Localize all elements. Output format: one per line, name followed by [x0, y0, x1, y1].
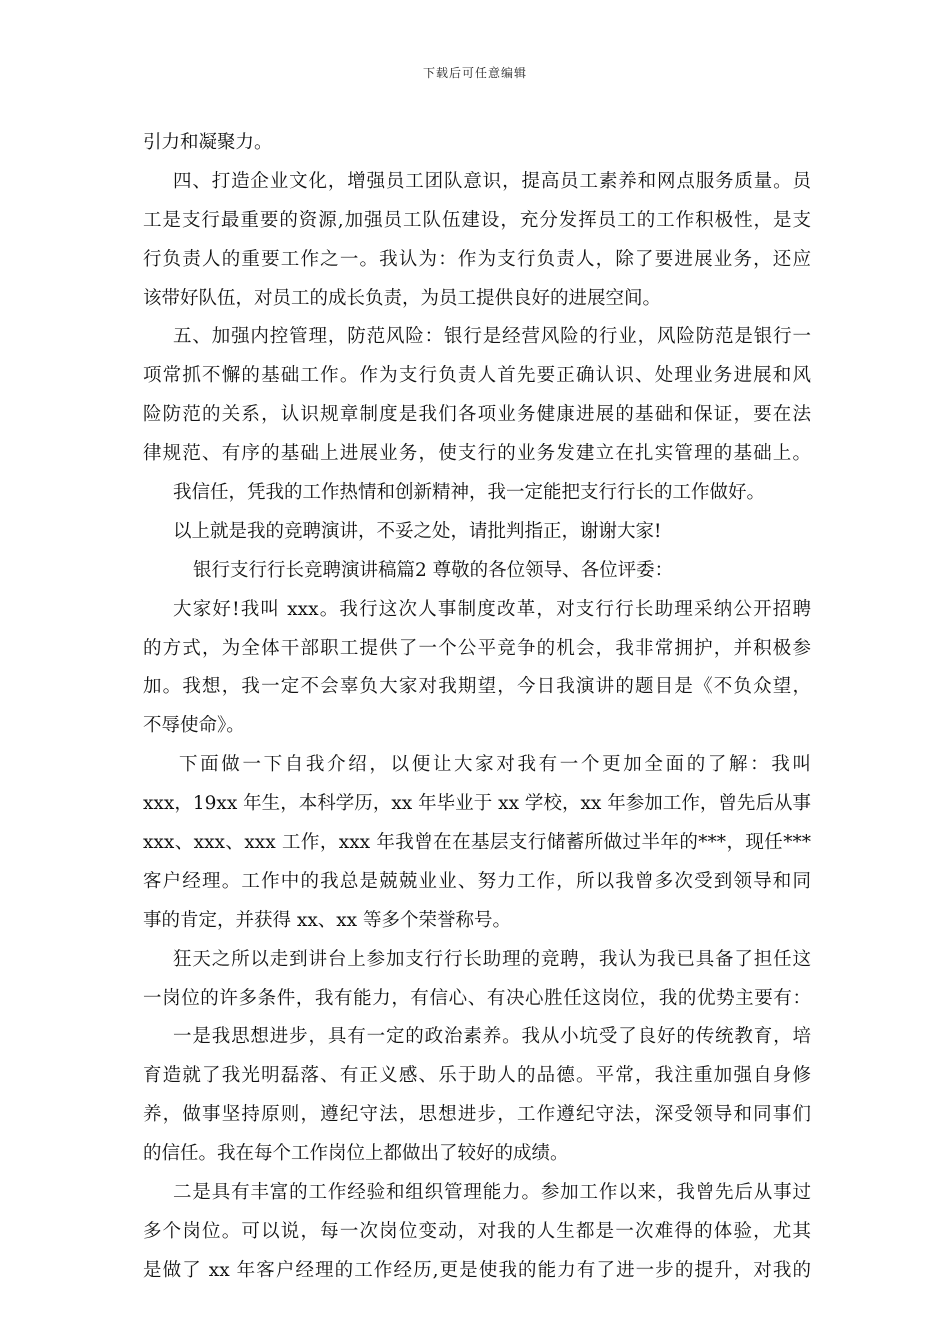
- text-line: 银行支行行长竞聘演讲稿篇2 尊敬的各位领导、各位评委：: [193, 559, 674, 581]
- text-line: 不辱使命》。: [143, 715, 245, 737]
- text-line: 的信任。我在每个工作岗位上都做出了较好的成绩。: [143, 1143, 569, 1165]
- text-line: 险防范的关系，认识规章制度是我们各项业务健康进展的基础和保证，要在法: [143, 404, 811, 426]
- text-line: xxx、xxx、xxx 工作，xxx 年我曾在在基层支行储蓄所做过半年的***，现任***: [143, 832, 811, 854]
- text-line: 加。我想，我一定不会辜负大家对我期望，今日我演讲的题目是《不负众望，: [143, 676, 811, 698]
- text-line: 律规范、有序的基础上进展业务，使支行的业务发建立在扎实管理的基础上。: [143, 443, 811, 465]
- text-line: 行负责人的重要工作之一。我认为：作为支行负责人，除了要进展业务，还应: [143, 248, 811, 270]
- text-line: 工是支行最重要的资源,加强员工队伍建设，充分发挥员工的工作积极性，是支: [143, 209, 811, 231]
- text-line: xxx，19xx 年生，本科学历，xx 年毕业于 xx 学校，xx 年参加工作，曾先后从事: [143, 793, 811, 815]
- text-line: 五、加强内控管理，防范风险：银行是经营风险的行业，风险防范是银行一: [173, 326, 811, 348]
- text-line: 该带好队伍，对员工的成长负责，为员工提供良好的进展空间。: [143, 287, 662, 309]
- text-line: 以上就是我的竞聘演讲，不妥之处，请批判指正，谢谢大家!: [173, 520, 662, 542]
- page-header: 下载后可任意编辑: [422, 66, 527, 80]
- text-line: 育造就了我光明磊落、有正义感、乐于助人的品德。平常，我注重加强自身修: [143, 1065, 811, 1087]
- text-line: 的方式，为全体干部职工提供了一个公平竞争的机会，我非常拥护，并积极参: [143, 637, 811, 659]
- text-line: 项常抓不懈的基础工作。作为支行负责人首先要正确认识、处理业务进展和风: [143, 365, 811, 387]
- document-body: [143, 124, 811, 1291]
- text-line: 多个岗位。可以说，每一次岗位变动，对我的人生都是一次难得的体验，尤其: [143, 1220, 811, 1242]
- text-line: 养，做事坚持原则，遵纪守法，思想进步，工作遵纪守法，深受领导和同事们: [143, 1104, 811, 1126]
- text-line: 是做了 xx 年客户经理的工作经历,更是使我的能力有了进一步的提升，对我的: [143, 1259, 811, 1281]
- text-line: 一岗位的许多条件，我有能力，有信心、有决心胜任这岗位，我的优势主要有：: [143, 987, 811, 1009]
- text-line: 事的肯定，并获得 xx、xx 等多个荣誉称号。: [143, 909, 511, 931]
- text-line: 二是具有丰富的工作经验和组织管理能力。参加工作以来，我曾先后从事过: [173, 1182, 811, 1204]
- text-line: 狂天之所以走到讲台上参加支行行长助理的竞聘，我认为我已具备了担任这: [173, 948, 811, 970]
- text-line: 引力和凝聚力。: [143, 132, 273, 153]
- text-line: 一是我思想进步，具有一定的政治素养。我从小坑受了良好的传统教育，培: [173, 1026, 811, 1048]
- text-line: 我信任，凭我的工作热情和创新精神，我一定能把支行行长的工作做好。: [173, 482, 766, 504]
- text-line: 大家好!我叫 xxx。我行这次人事制度改革，对支行行长助理采纳公开招聘: [173, 598, 811, 620]
- text-line: 客户经理。工作中的我总是兢兢业业、努力工作，所以我曾多次受到领导和同: [143, 870, 811, 892]
- text-line: 四、打造企业文化，增强员工团队意识，提高员工素养和网点服务质量。员: [173, 170, 811, 192]
- text-line: 下面做一下自我介绍，以便让大家对我有一个更加全面的了解：我叫: [179, 754, 811, 776]
